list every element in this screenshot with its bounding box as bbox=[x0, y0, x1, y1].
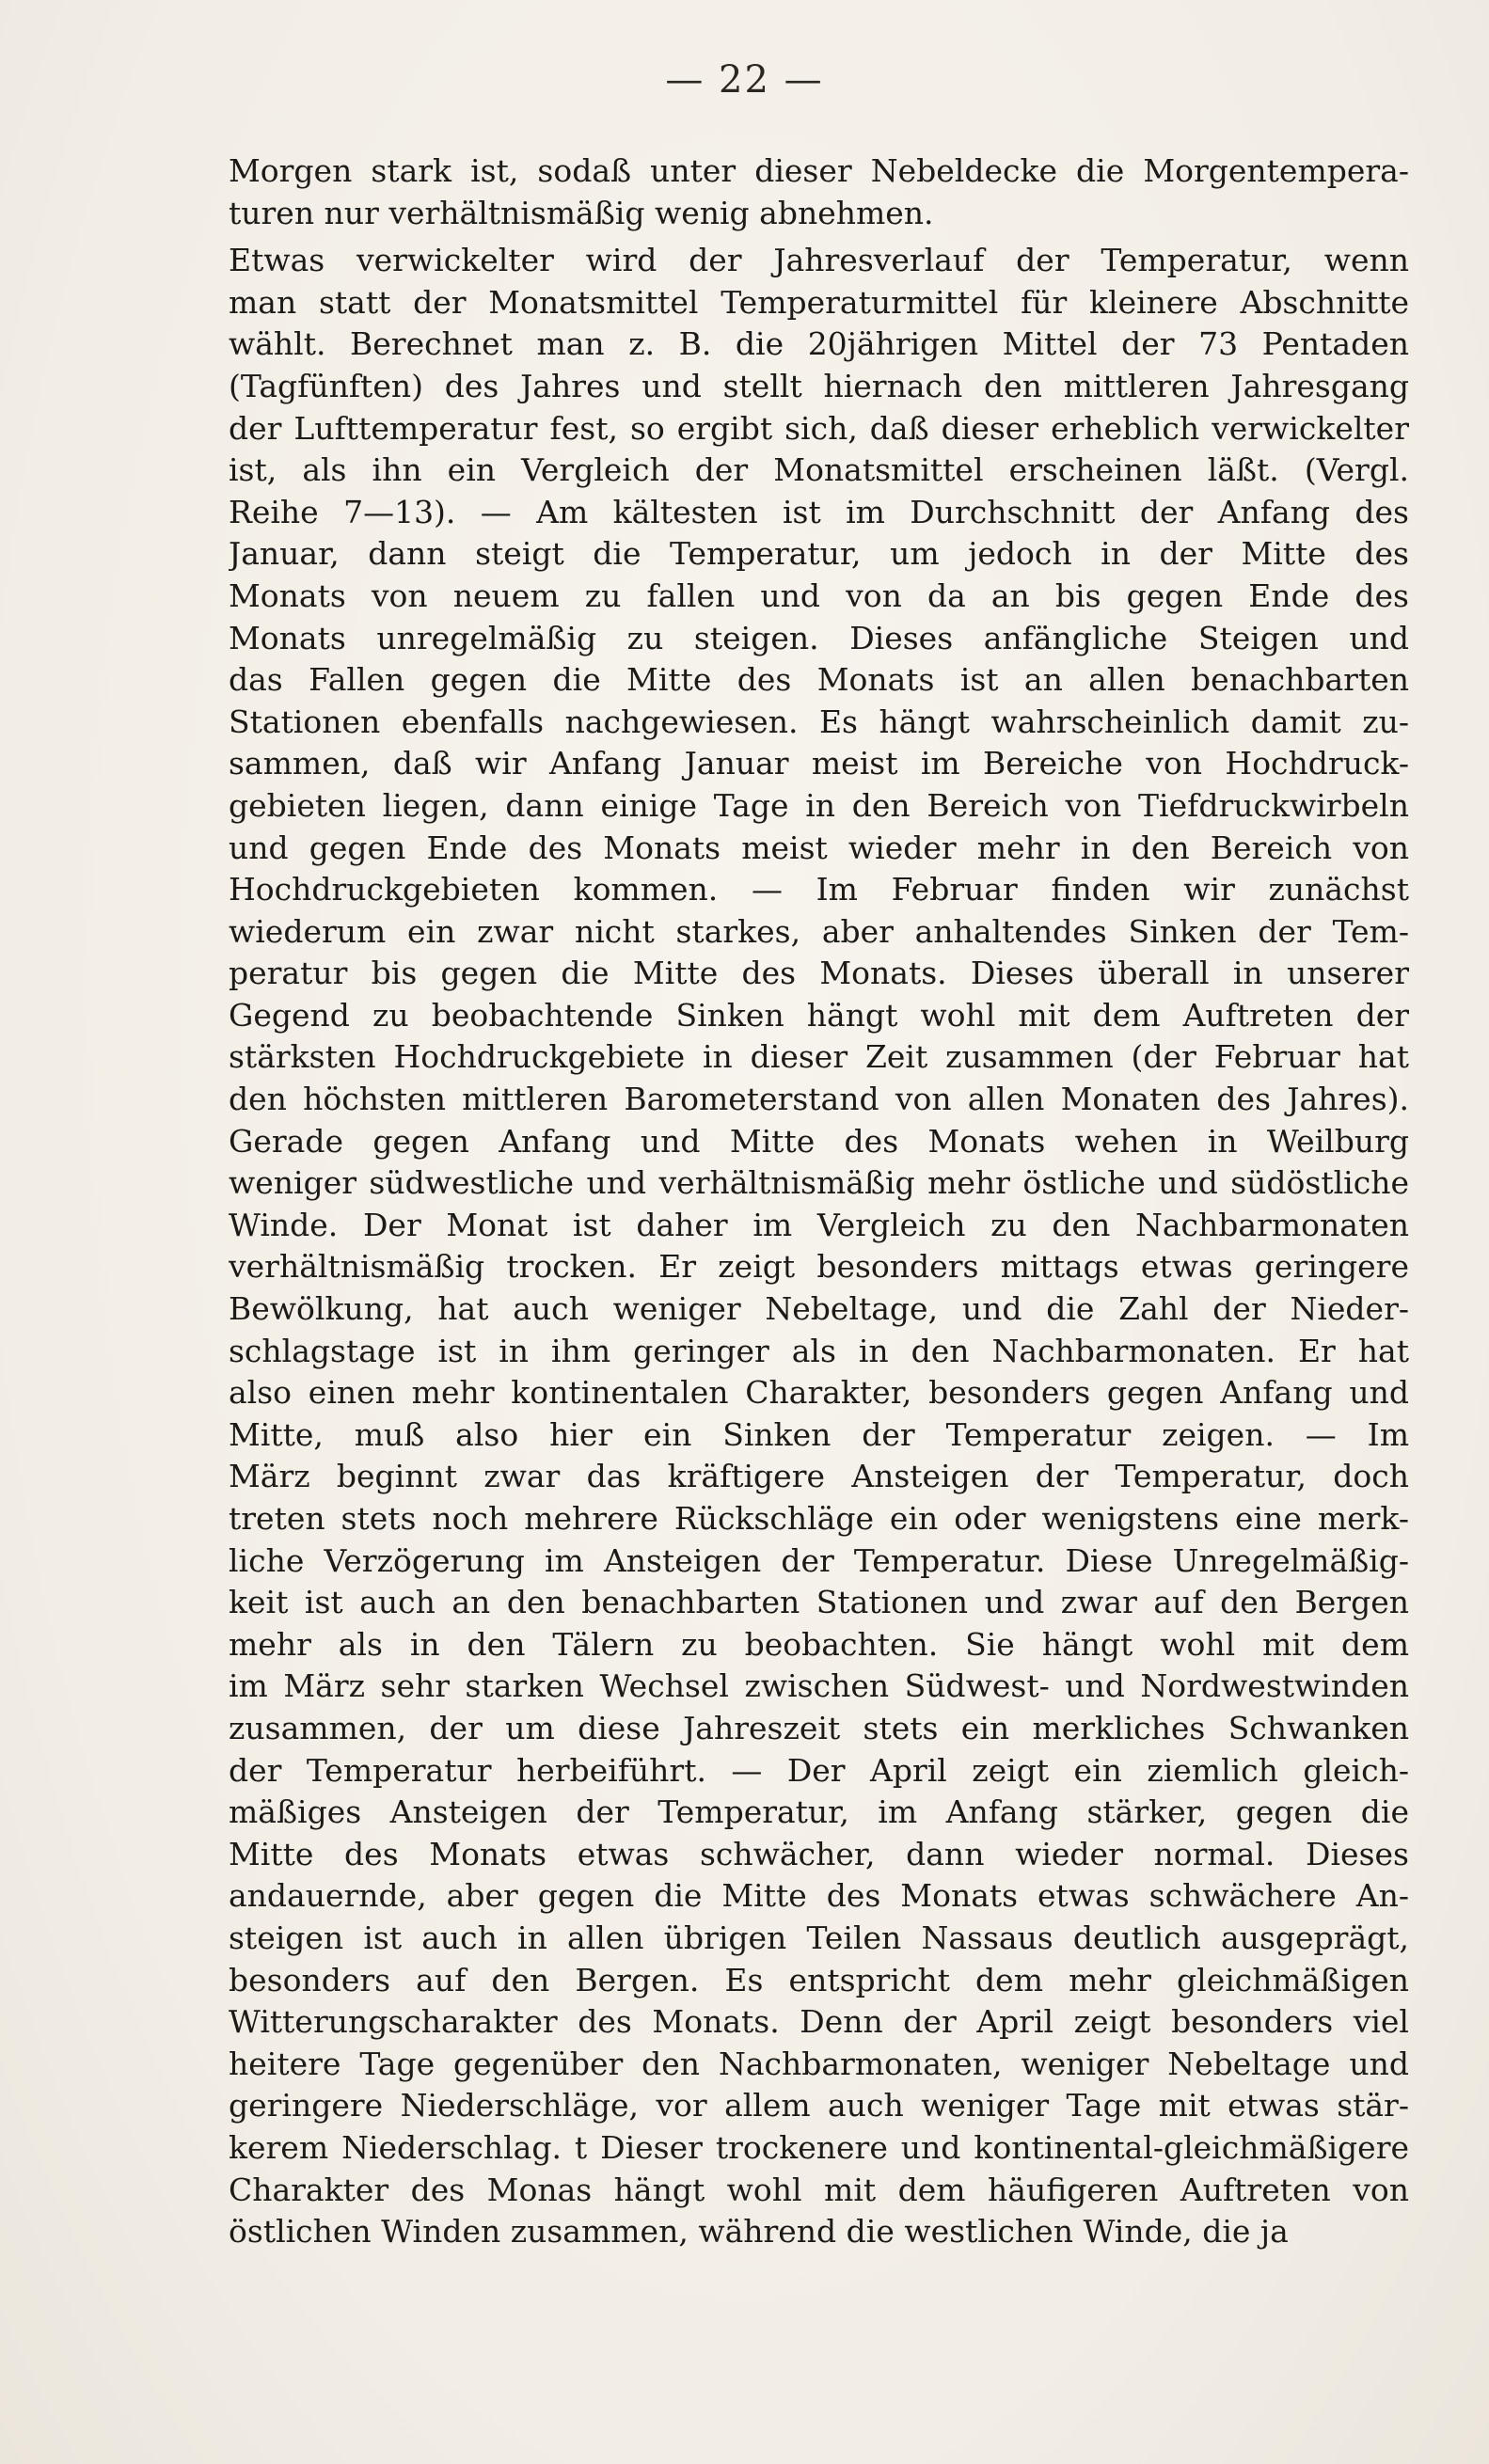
text-line: mehr als in den Tälern zu beobachten. Sie hängt wohl mit dem bbox=[229, 1625, 1409, 1663]
text-line: wiederum ein zwar nicht starkes, aber anhaltendes Sinken der Tem- bbox=[229, 912, 1409, 950]
text-line: Mitte des Monats etwas schwächer, dann wieder normal. Dieses bbox=[229, 1835, 1409, 1872]
page-number: — 22 — bbox=[665, 58, 824, 102]
text-line: stärksten Hochdruckgebiete in dieser Zeit zusammen (der Februar hat bbox=[229, 1038, 1409, 1076]
text-line: Charakter des Monas hängt wohl mit dem häufigeren Auftreten von bbox=[229, 2171, 1409, 2208]
text-line: man statt der Monatsmittel Temperaturmittel für kleinere Abschnitte bbox=[229, 283, 1409, 321]
text-line: Mitte, muß also hier ein Sinken der Temperatur zeigen. — Im bbox=[229, 1415, 1409, 1453]
text-line: Monats unregelmäßig zu steigen. Dieses anfängliche Steigen und bbox=[229, 619, 1409, 656]
text-line: zusammen, der um diese Jahreszeit stets ein merkliches Schwanken bbox=[229, 1709, 1409, 1746]
text-line: Gegend zu beobachtende Sinken hängt wohl mit dem Auftreten der bbox=[229, 996, 1409, 1034]
text-line: der Lufttemperatur fest, so ergibt sich, daß dieser erheblich verwickelter bbox=[229, 409, 1409, 447]
text-line: kerem Niederschlag. t Dieser trockenere und kontinental-gleichmäßigere bbox=[229, 2128, 1409, 2166]
text-line: Morgen stark ist, sodaß unter dieser Nebeldecke die Morgentempera- bbox=[229, 152, 1409, 189]
text-line: das Fallen gegen die Mitte des Monats ist an allen benachbarten bbox=[229, 661, 1409, 699]
text-line: im März sehr starken Wechsel zwischen Südwest- und Nordwestwinden bbox=[229, 1667, 1409, 1705]
text-line: gebieten liegen, dann einige Tage in den Bereich von Tiefdruckwirbeln bbox=[229, 786, 1409, 824]
text-line: den höchsten mittleren Barometerstand von allen Monaten des Jahres). bbox=[229, 1081, 1409, 1118]
text-line: Etwas verwickelter wird der Jahresverlauf der Temperatur, wenn bbox=[229, 242, 1409, 279]
text-line: liche Verzögerung im Ansteigen der Temperatur. Diese Unregelmäßig- bbox=[229, 1541, 1409, 1579]
text-line: Reihe 7—13). — Am kältesten ist im Durchschnitt der Anfang des bbox=[229, 493, 1409, 530]
text-line: schlagstage ist in ihm geringer als in den Nachbarmonaten. Er hat bbox=[229, 1332, 1409, 1369]
text-line: besonders auf den Bergen. Es entspricht dem mehr gleichmäßigen bbox=[229, 1961, 1409, 1998]
text-line: geringere Niederschläge, vor allem auch weniger Tage mit etwas stär- bbox=[229, 2087, 1409, 2124]
text-line: also einen mehr kontinentalen Charakter, besonders gegen Anfang und bbox=[229, 1374, 1409, 1412]
text-line: März beginnt zwar das kräftigere Ansteigen der Temperatur, doch bbox=[229, 1458, 1409, 1495]
text-line: der Temperatur herbeiführt. — Der April zeigt ein ziemlich gleich- bbox=[229, 1751, 1409, 1789]
text-line: andauernde, aber gegen die Mitte des Monats etwas schwächere An- bbox=[229, 1877, 1409, 1915]
text-line: heitere Tage gegenüber den Nachbarmonaten, weniger Nebeltage und bbox=[229, 2045, 1409, 2082]
text-line: Gerade gegen Anfang und Mitte des Monats wehen in Weilburg bbox=[229, 1122, 1409, 1160]
paragraph bbox=[229, 150, 1409, 234]
text-line: Bewölkung, hat auch weniger Nebeltage, und die Zahl der Nieder- bbox=[229, 1290, 1409, 1328]
text-line: (Tagfünften) des Jahres und stellt hiernach den mittleren Jahresgang bbox=[229, 367, 1409, 404]
text-line: östlichen Winden zusammen, während die westlichen Winde, die ja bbox=[229, 2213, 1289, 2251]
text-line: turen nur verhältnismäßig wenig abnehmen. bbox=[229, 194, 934, 231]
text-line: steigen ist auch in allen übrigen Teilen Nassaus deutlich ausgeprägt, bbox=[229, 1919, 1409, 1956]
text-line: Hochdruckgebieten kommen. — Im Februar finden wir zunächst bbox=[229, 871, 1409, 908]
text-line: verhältnismäßig trocken. Er zeigt besonders mittags etwas geringere bbox=[229, 1248, 1409, 1286]
text-line: Winde. Der Monat ist daher im Vergleich zu den Nachbarmonaten bbox=[229, 1206, 1409, 1243]
text-line: sammen, daß wir Anfang Januar meist im Bereiche von Hochdruck- bbox=[229, 745, 1409, 782]
text-line: ist, als ihn ein Vergleich der Monatsmittel erscheinen läßt. (Vergl. bbox=[229, 451, 1409, 489]
text-line: Stationen ebenfalls nachgewiesen. Es hängt wahrscheinlich damit zu- bbox=[229, 703, 1409, 740]
text-line: weniger südwestliche und verhältnismäßig mehr östliche und südöstliche bbox=[229, 1164, 1409, 1202]
text-line: wählt. Berechnet man z. B. die 20jährigen Mittel der 73 Pentaden bbox=[229, 325, 1409, 363]
text-line: und gegen Ende des Monats meist wieder mehr in den Bereich von bbox=[229, 829, 1409, 866]
paragraph bbox=[229, 240, 1409, 2253]
text-line: peratur bis gegen die Mitte des Monats. Dieses überall in unserer bbox=[229, 955, 1409, 992]
text-line: treten stets noch mehrere Rückschläge ein oder wenigstens eine merk- bbox=[229, 1500, 1409, 1537]
text-line: Witterungscharakter des Monats. Denn der April zeigt besonders viel bbox=[229, 2003, 1409, 2041]
text-line: mäßiges Ansteigen der Temperatur, im Anfang stärker, gegen die bbox=[229, 1793, 1409, 1831]
text-line: Januar, dann steigt die Temperatur, um jedoch in der Mitte des bbox=[229, 535, 1409, 573]
body-text bbox=[229, 150, 1409, 2253]
text-line: keit ist auch an den benachbarten Stationen und zwar auf den Bergen bbox=[229, 1584, 1409, 1621]
text-line: Monats von neuem zu fallen und von da an bis gegen Ende des bbox=[229, 577, 1409, 614]
